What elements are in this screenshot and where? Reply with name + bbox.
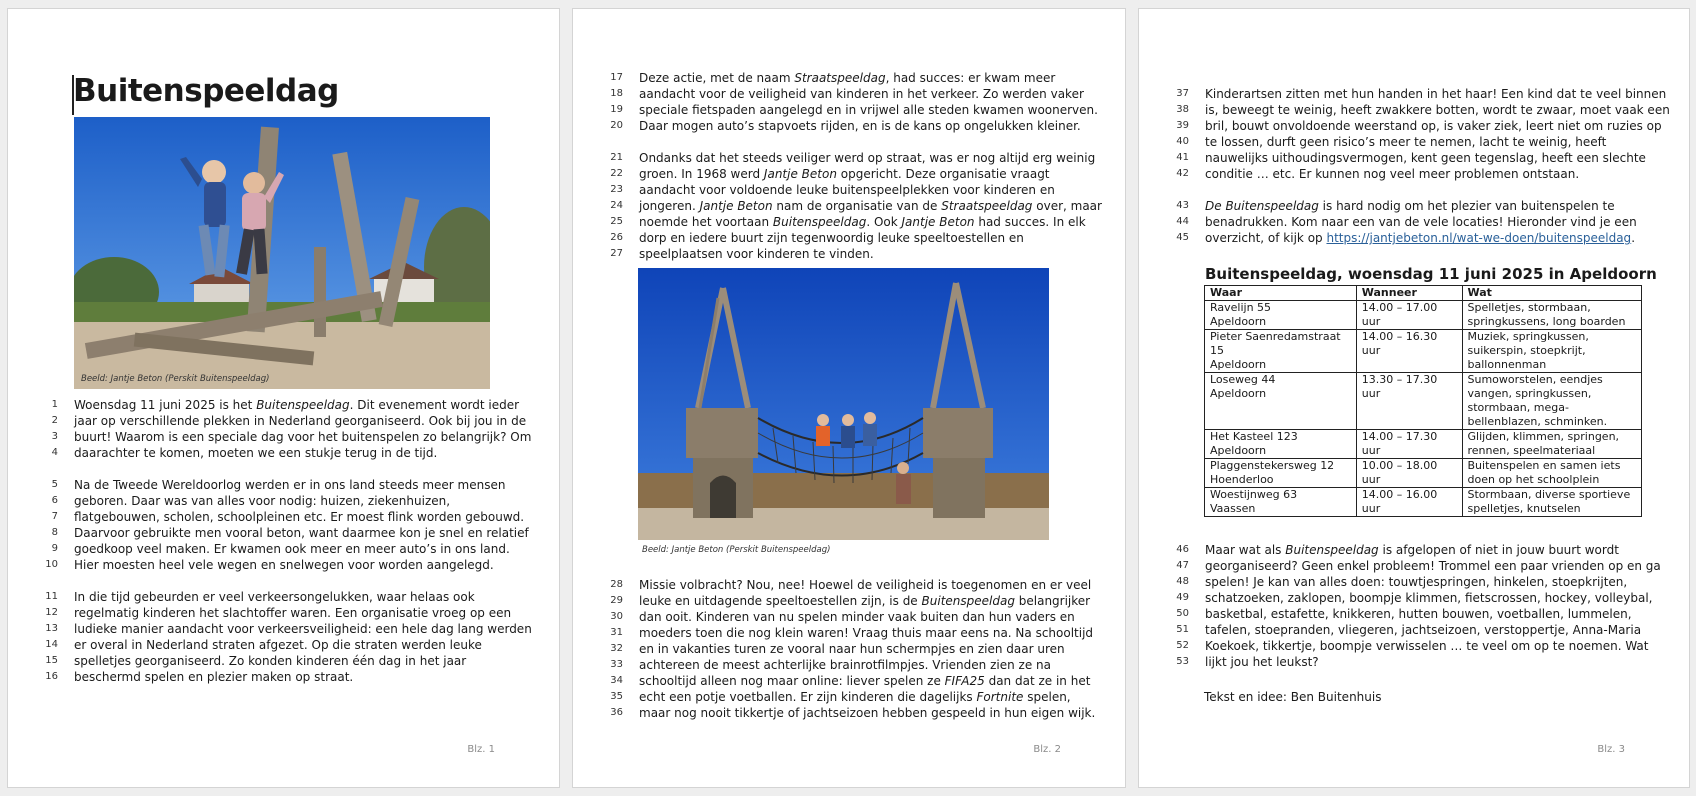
line-text: Kinderartsen zitten met hun handen in het haar! Een kind dat te veel binnen (1205, 87, 1667, 101)
line-text: geboren. Daar was van alles voor nodig: huizen, ziekenhuizen, (74, 494, 451, 508)
line-text: jaar op verschillende plekken in Nederland georganiseerd. Ook bij jou in de (74, 414, 527, 428)
line-text: flatgebouwen, scholen, schoolpleinen etc. Er moest flink worden gebouwd. (74, 510, 525, 524)
line-number: 48 (1176, 576, 1189, 587)
text-line (1176, 622, 1661, 638)
line-text: maar nog nooit tikkertje of jachtseizoen hebben gespeeld in hun eigen wijk. (639, 706, 1096, 720)
page-number: Blz. 2 (1033, 744, 1061, 755)
line-text: dorp en iedere buurt zijn tegenwoordig leuke speeltoestellen en (639, 231, 1024, 245)
line-text: conditie … etc. Er kunnen nog veel meer problemen ontstaan. (1205, 167, 1580, 181)
text-line (1176, 574, 1661, 590)
line-text: aandacht voor voldoende leuke buitenspeelplekken voor kinderen en (639, 183, 1055, 197)
text-line (610, 86, 1102, 102)
text-line (610, 214, 1102, 230)
paragraph-gap (639, 134, 1102, 150)
page2-body-top (610, 70, 1102, 262)
author-credit: Tekst en idee: Ben Buitenhuis (1204, 690, 1382, 704)
table-cell: 14.00 – 16.00 uur (1356, 488, 1462, 517)
line-text: ludieke manier aandacht voor verkeersveiligheid: een hele dag lang werden (74, 622, 532, 636)
line-text: er overal in Nederland straten afgezet. Op die straten werden leuke (74, 638, 482, 652)
line-number: 7 (51, 511, 58, 522)
table-row (1205, 488, 1642, 517)
line-number: 33 (610, 659, 623, 670)
line-text: basketbal, estafette, knikkeren, hutten bouwen, voetballen, lummelen, (1205, 607, 1632, 621)
line-number: 21 (610, 152, 623, 163)
line-text: goedkoop veel maken. Er kwamen ook meer en meer auto’s in ons land. (74, 542, 510, 556)
line-text: schooltijd alleen nog maar online: liever spelen ze FIFA25 dan dat ze in het (639, 674, 1091, 688)
line-text: achtereen de meest achterlijke brainrotfilmpjes. Vrienden zien ze na (639, 658, 1051, 672)
text-line (45, 557, 532, 573)
page2-body-bottom (610, 577, 1096, 721)
page-1 (7, 8, 560, 788)
table-cell: Glijden, klimmen, springen, rennen, speelmateriaal (1462, 430, 1642, 459)
line-number: 23 (610, 184, 623, 195)
text-line (1176, 542, 1661, 558)
text-line (1176, 102, 1670, 118)
line-number: 8 (51, 527, 58, 538)
text-line (1176, 166, 1670, 182)
table-cell: 10.00 – 18.00 uur (1356, 459, 1462, 488)
line-number: 32 (610, 643, 623, 654)
text-line (610, 689, 1095, 705)
text-line (1176, 230, 1670, 246)
line-text: Ondanks dat het steeds veiliger werd op straat, was er nog altijd erg weinig (639, 151, 1096, 165)
page-number: Blz. 3 (1597, 744, 1625, 755)
line-number: 27 (610, 248, 623, 259)
text-line (1176, 606, 1661, 622)
line-text: overzicht, of kijk op https://jantjebeton.nl/wat-we-doen/buitenspeeldag. (1205, 231, 1636, 245)
line-number: 30 (610, 611, 623, 622)
text-line (51, 445, 532, 461)
line-number: 15 (45, 655, 58, 666)
line-number: 50 (1176, 608, 1189, 619)
text-line (1176, 134, 1670, 150)
line-text: Missie volbracht? Nou, nee! Hoewel de veiligheid is toegenomen en er veel (639, 578, 1092, 592)
line-number: 14 (45, 639, 58, 650)
text-line (610, 70, 1102, 86)
photo-rope-bridge (638, 268, 1049, 540)
paragraph-gap (74, 573, 532, 589)
line-number: 49 (1176, 592, 1189, 603)
line-text: noemde het voortaan Buitenspeeldag. Ook Jantje Beton had succes. In elk (639, 215, 1086, 229)
line-text: leuke en uitdagende speeltoestellen zijn, is de Buitenspeeldag belangrijker (639, 594, 1091, 608)
text-line (1176, 590, 1661, 606)
text-line (51, 509, 532, 525)
line-number: 42 (1176, 168, 1189, 179)
photo-caption: Beeld: Jantje Beton (Perskit Buitenspeeldag) (642, 545, 831, 555)
table-cell: 13.30 – 17.30 uur (1356, 373, 1462, 430)
line-number: 35 (610, 691, 623, 702)
text-line (1176, 86, 1670, 102)
line-number: 45 (1176, 232, 1189, 243)
line-text: regelmatig kinderen het slachtoffer waren. Een organisatie vroeg op een (74, 606, 512, 620)
line-text: Deze actie, met de naam Straatspeeldag, had succes: er kwam meer (639, 71, 1056, 85)
line-text: dan ooit. Kinderen van nu spelen minder vaak buiten dan hun vaders en (639, 610, 1075, 624)
schedule-title: Buitenspeeldag, woensdag 11 juni 2025 in Apeldoorn (1205, 265, 1657, 283)
line-text: speelplaatsen voor kinderen te vinden. (639, 247, 874, 261)
text-line (1176, 558, 1661, 574)
paragraph-gap (74, 461, 532, 477)
line-text: tafelen, stoepranden, vliegeren, jachtseizoen, verstoppertje, Anna-Maria (1205, 623, 1642, 637)
text-line (610, 198, 1102, 214)
paragraph-gap (1205, 182, 1670, 198)
line-text: De Buitenspeeldag is hard nodig om het plezier van buitenspelen te (1205, 199, 1615, 213)
line-text: aandacht voor de veiligheid van kinderen in het verkeer. Zo werden vaker (639, 87, 1084, 101)
text-line (45, 621, 532, 637)
table-row (1205, 301, 1642, 330)
line-number: 4 (51, 447, 58, 458)
text-line (610, 705, 1096, 721)
line-number: 36 (610, 707, 623, 718)
line-number: 9 (51, 543, 58, 554)
line-number: 16 (45, 671, 58, 682)
text-line (610, 230, 1102, 246)
text-line (45, 653, 532, 669)
table-cell: 14.00 – 17.00 uur (1356, 301, 1462, 330)
text-line (51, 477, 532, 493)
table-cell: Het Kasteel 123 Apeldoorn (1205, 430, 1357, 459)
line-text: groen. In 1968 werd Jantje Beton opgericht. Deze organisatie vraagt (639, 167, 1050, 181)
line-number: 3 (51, 431, 58, 442)
line-number: 31 (610, 627, 623, 638)
page3-body-bottom (1176, 542, 1661, 670)
table-row (1205, 459, 1642, 488)
line-number: 13 (45, 623, 58, 634)
line-number: 22 (610, 168, 623, 179)
table-cell: Buitenspelen en samen iets doen op het schoolplein (1462, 459, 1642, 488)
line-text: In die tijd gebeurden er veel verkeersongelukken, waar helaas ook (74, 590, 475, 604)
line-number: 46 (1176, 544, 1189, 555)
text-line (1176, 638, 1661, 654)
line-number: 28 (610, 579, 623, 590)
line-number: 40 (1176, 136, 1189, 147)
line-number: 6 (51, 495, 58, 506)
line-number: 24 (610, 200, 623, 211)
line-number: 44 (1176, 216, 1189, 227)
line-number: 20 (610, 120, 623, 131)
text-line (610, 609, 1095, 625)
text-line (51, 397, 532, 413)
line-number: 26 (610, 232, 623, 243)
table-header: Wanneer (1356, 286, 1462, 301)
page-2 (572, 8, 1126, 788)
line-number: 41 (1176, 152, 1189, 163)
table-cell: Pieter Saenredamstraat 15 Apeldoorn (1205, 330, 1357, 373)
website-link[interactable]: https://jantjebeton.nl/wat-we-doen/buitenspeeldag (1326, 231, 1632, 245)
line-number: 2 (51, 415, 58, 426)
page3-body-top (1176, 86, 1670, 246)
line-text: Daar mogen auto’s stapvoets rijden, en is de kans op ongelukken kleiner. (639, 119, 1081, 133)
table-row (1205, 373, 1642, 430)
line-text: is, beweegt te weinig, heeft zwakkere botten, wordt te zwaar, moet vaak een (1205, 103, 1670, 117)
page-number: Blz. 1 (467, 744, 495, 755)
line-number: 34 (610, 675, 623, 686)
line-text: en in vakanties turen ze vooral naar hun schermpjes en zien daar uren (639, 642, 1065, 656)
text-line (610, 593, 1095, 609)
text-line (610, 150, 1102, 166)
table-cell: Spelletjes, stormbaan, springkussens, long boarden (1462, 301, 1642, 330)
text-line (610, 166, 1102, 182)
text-line (1176, 150, 1670, 166)
line-text: nauwelijks uithoudingsvermogen, kent geen tegenslag, heeft een slechte (1205, 151, 1646, 165)
line-text: moeders toen die nog klein waren! Vraag thuis maar eens na. Na schooltijd (639, 626, 1094, 640)
line-number: 37 (1176, 88, 1189, 99)
text-line (610, 182, 1102, 198)
table-cell: Sumoworstelen, eendjes vangen, springkussen, stormbaan, mega-bellenblazen, schminken. (1462, 373, 1642, 430)
line-text: echt een potje voetballen. Er zijn kinderen die dagelijks Fortnite spelen, (639, 690, 1071, 704)
line-number: 39 (1176, 120, 1189, 131)
line-text: Daarvoor gebruikte men vooral beton, want daarmee kon je snel en relatief (74, 526, 529, 540)
schedule-table (1204, 285, 1642, 517)
document-title: Buitenspeeldag (73, 73, 339, 109)
text-line (610, 102, 1102, 118)
text-line (45, 669, 532, 685)
line-text: georganiseerd? Geen enkel probleem! Trommel een paar vrienden op en ga (1205, 559, 1661, 573)
line-number: 10 (45, 559, 58, 570)
line-text: beschermd spelen en plezier maken op straat. (74, 670, 354, 684)
text-line (51, 541, 532, 557)
text-line (610, 673, 1095, 689)
page1-body (45, 397, 532, 685)
line-number: 25 (610, 216, 623, 227)
table-cell: 14.00 – 17.30 uur (1356, 430, 1462, 459)
text-line (45, 605, 532, 621)
text-line (610, 577, 1095, 593)
text-line (610, 118, 1102, 134)
line-text: schatzoeken, zaklopen, boompje klimmen, fietscrossen, hockey, volleybal, (1205, 591, 1653, 605)
text-line (51, 413, 532, 429)
line-text: Maar wat als Buitenspeeldag is afgelopen of niet in jouw buurt wordt (1205, 543, 1619, 557)
table-cell: Plaggenstekersweg 12 Hoenderloo (1205, 459, 1357, 488)
text-line (51, 429, 532, 445)
line-number: 47 (1176, 560, 1189, 571)
line-number: 51 (1176, 624, 1189, 635)
line-text: speciale fietspaden aangelegd en in vrijwel alle steden kwamen woonerven. (639, 103, 1098, 117)
line-number: 38 (1176, 104, 1189, 115)
line-text: Koekoek, tikkertje, boompje verwisselen … te veel om op te noemen. Wat (1205, 639, 1649, 653)
line-text: jongeren. Jantje Beton nam de organisatie van de Straatspeeldag over, maar (639, 199, 1102, 213)
text-line (45, 589, 532, 605)
table-cell: Woestijnweg 63 Vaassen (1205, 488, 1357, 517)
line-number: 43 (1176, 200, 1189, 211)
line-number: 19 (610, 104, 623, 115)
line-number: 12 (45, 607, 58, 618)
table-cell: Stormbaan, diverse sportieve spelletjes, knutselen (1462, 488, 1642, 517)
table-cell: Muziek, springkussen, suikerspin, stoepkrijt, ballonnenman (1462, 330, 1642, 373)
line-text: lijkt jou het leukst? (1205, 655, 1319, 669)
line-text: bril, bouwt onvoldoende weerstand op, is vaker ziek, leert niet om ruzies op (1205, 119, 1662, 133)
line-text: spelletjes georganiseerd. Zo konden kinderen één dag in het jaar (74, 654, 467, 668)
text-line (45, 637, 532, 653)
line-text: buurt! Waarom is een speciale dag voor het buitenspelen zo belangrijk? Om (74, 430, 532, 444)
text-line (1176, 198, 1670, 214)
table-cell: 14.00 – 16.30 uur (1356, 330, 1462, 373)
text-line (51, 493, 532, 509)
text-line (610, 246, 1102, 262)
line-number: 52 (1176, 640, 1189, 651)
text-line (1176, 214, 1670, 230)
text-line (610, 625, 1095, 641)
page-3 (1138, 8, 1690, 788)
line-text: Woensdag 11 juni 2025 is het Buitenspeeldag. Dit evenement wordt ieder (74, 398, 520, 412)
table-header: Waar (1205, 286, 1357, 301)
line-text: Hier moesten heel vele wegen en snelwegen voor worden aangelegd. (74, 558, 494, 572)
line-number: 53 (1176, 656, 1189, 667)
line-number: 18 (610, 88, 623, 99)
text-line (51, 525, 532, 541)
line-text: daarachter te komen, moeten we een stukje terug in de tijd. (74, 446, 438, 460)
line-number: 11 (45, 591, 58, 602)
photo-children-jumping (74, 117, 490, 389)
table-header: Wat (1462, 286, 1642, 301)
text-line (610, 657, 1095, 673)
text-line (1176, 118, 1670, 134)
line-number: 5 (51, 479, 58, 490)
line-number: 1 (51, 399, 58, 410)
line-text: te lossen, durft geen risico’s meer te nemen, lacht te weinig, heeft (1205, 135, 1607, 149)
text-line (1176, 654, 1661, 670)
photo-caption: Beeld: Jantje Beton (Perskit Buitenspeeldag) (81, 374, 270, 384)
text-line (610, 641, 1095, 657)
line-text: spelen! Je kan van alles doen: touwtjespringen, hinkelen, stoepkrijten, (1205, 575, 1628, 589)
line-text: Na de Tweede Wereldoorlog werden er in ons land steeds meer mensen (74, 478, 506, 492)
table-cell: Ravelijn 55 Apeldoorn (1205, 301, 1357, 330)
table-row (1205, 330, 1642, 373)
line-number: 17 (610, 72, 623, 83)
table-row (1205, 430, 1642, 459)
line-text: benadrukken. Kom naar een van de vele locaties! Hieronder vind je een (1205, 215, 1637, 229)
table-cell: Loseweg 44 Apeldoorn (1205, 373, 1357, 430)
line-number: 29 (610, 595, 623, 606)
